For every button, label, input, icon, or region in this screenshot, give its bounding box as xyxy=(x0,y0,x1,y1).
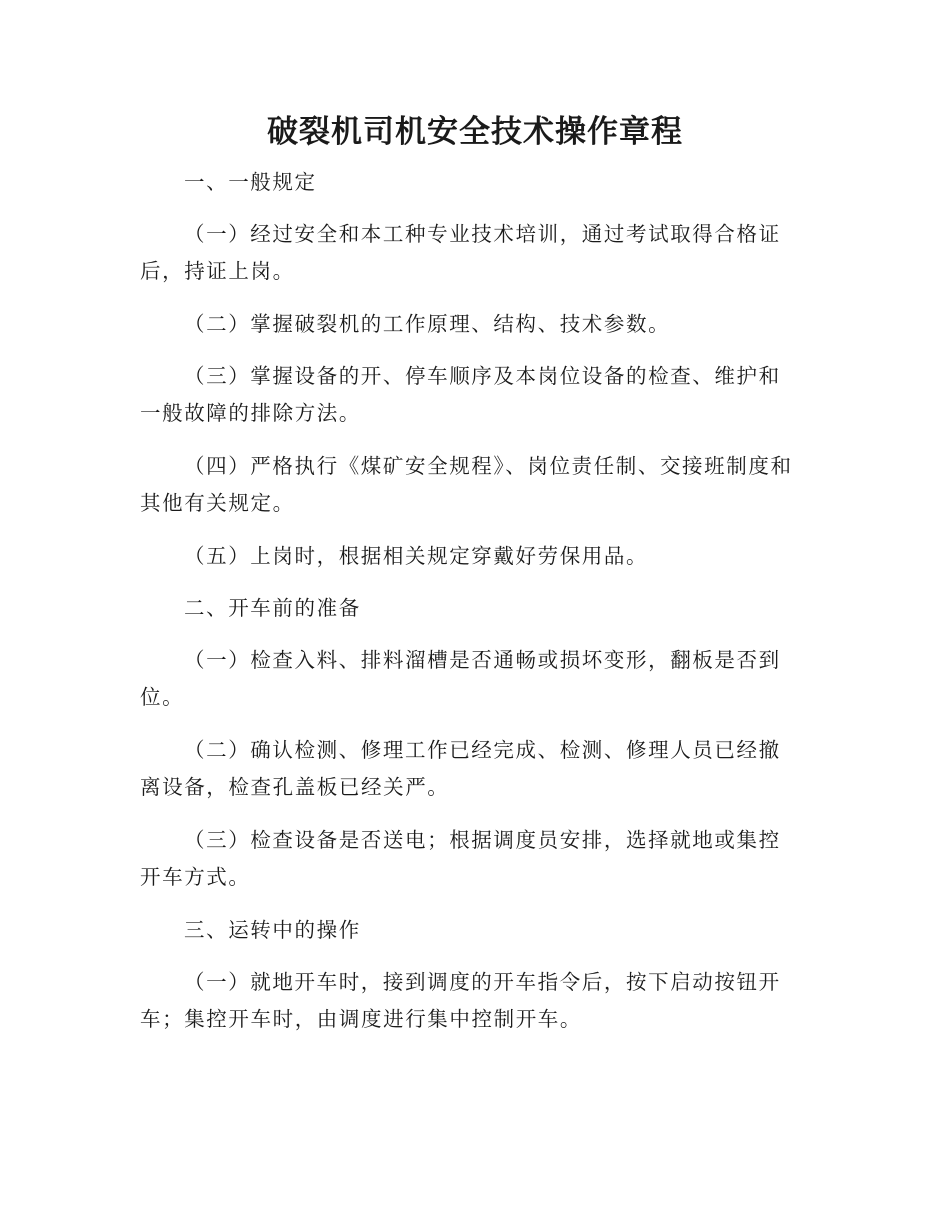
section-heading-operation: 三、运转中的操作 xyxy=(184,918,361,942)
paragraph-general-1: （一）经过安全和本工种专业技术培训，通过考试取得合格证后，持证上岗。 xyxy=(140,222,781,283)
paragraph-operation-1: （一）就地开车时，接到调度的开车指令后，按下启动按钮开车；集控开车时，由调度进行集中控制开车。 xyxy=(140,970,781,1031)
document-title: 破裂机司机安全技术操作章程 xyxy=(267,114,683,150)
section-heading-preparation: 二、开车前的准备 xyxy=(184,596,361,620)
paragraph-preparation-3: （三）检查设备是否送电；根据调度员安排，选择就地或集控开车方式。 xyxy=(140,828,781,889)
paragraph-preparation-1: （一）检查入料、排料溜槽是否通畅或损坏变形，翻板是否到位。 xyxy=(140,648,781,709)
paragraph-general-4: （四）严格执行《煤矿安全规程》、岗位责任制、交接班制度和其他有关规定。 xyxy=(140,454,793,515)
section-heading-general: 一、一般规定 xyxy=(184,170,317,194)
paragraph-general-3: （三）掌握设备的开、停车顺序及本岗位设备的检查、维护和一般故障的排除方法。 xyxy=(140,364,781,425)
paragraph-general-5: （五）上岗时，根据相关规定穿戴好劳保用品。 xyxy=(184,544,649,568)
paragraph-general-2: （二）掌握破裂机的工作原理、结构、技术参数。 xyxy=(184,312,671,336)
paragraph-preparation-2: （二）确认检测、修理工作已经完成、检测、修理人员已经撤离设备，检查孔盖板已经关严。 xyxy=(140,738,781,799)
